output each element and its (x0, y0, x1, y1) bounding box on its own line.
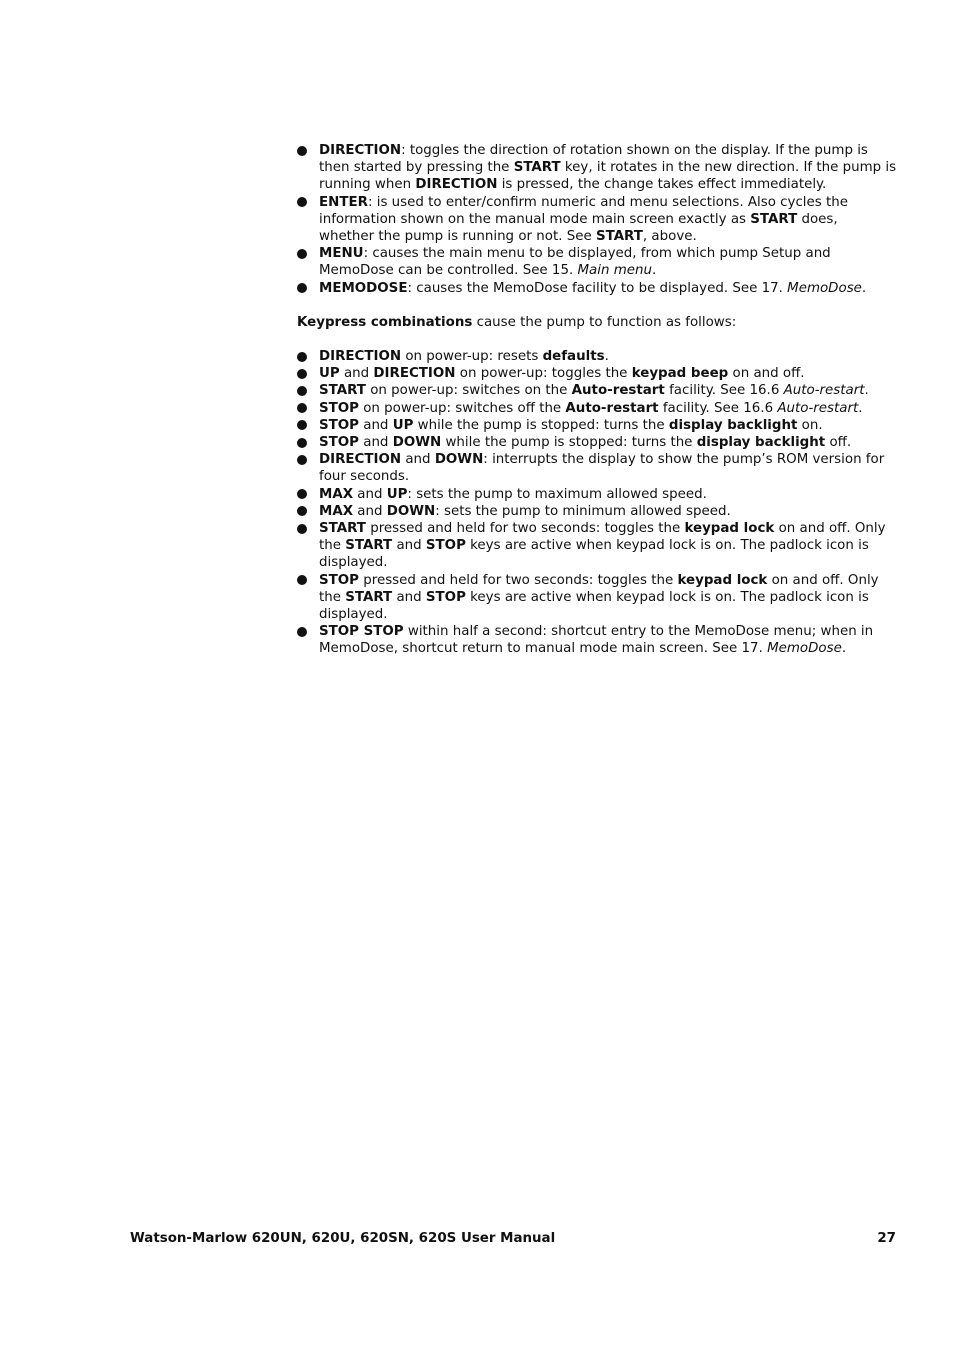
list-item (297, 365, 897, 382)
list-item (297, 451, 897, 485)
text-run: . (861, 280, 867, 296)
key-term: ENTER (319, 194, 368, 210)
bullet-icon (297, 146, 307, 156)
bullet-icon (297, 524, 307, 534)
key-term: keypad lock (677, 572, 768, 588)
list-item (297, 417, 897, 434)
key-term: DOWN (434, 452, 484, 468)
key-term: STOP STOP (319, 624, 404, 640)
text-run: cause the pump to function as follows: (472, 314, 737, 330)
cross-reference: Main menu (577, 263, 652, 279)
page-body (297, 142, 897, 658)
list-item (297, 245, 897, 279)
text-run: does, whether the pump is running or not. See (319, 211, 838, 245)
key-term: STOP (319, 572, 359, 588)
text-run: and (353, 486, 387, 502)
text-run: , above. (642, 229, 697, 245)
bullet-icon (297, 455, 307, 465)
text-run: : causes the main menu to be displayed, from which pump Setup and MemoDose can be controlled. See 15. (319, 246, 831, 279)
text-run: : interrupts the display to show the pump’s ROM version for four seconds. (319, 452, 885, 485)
key-term: DIRECTION (319, 143, 402, 158)
key-term: START (345, 538, 393, 554)
key-term: STOP (319, 435, 359, 451)
text-run: and (339, 366, 374, 382)
list-item (297, 382, 897, 399)
list-item (297, 623, 897, 657)
text-run: and (401, 452, 435, 468)
key-term: UP (386, 486, 408, 502)
text-run: on power-up: switches off the (358, 400, 566, 416)
key-term: MENU (319, 246, 364, 262)
key-term: keypad beep (631, 366, 729, 382)
text-run: keys are active when keypad lock is on. The padlock icon is displayed. (319, 589, 869, 623)
text-run: . (864, 383, 869, 399)
list-item (297, 142, 897, 194)
page-footer (130, 1230, 896, 1247)
page-number: 27 (877, 1231, 896, 1246)
key-term: START (345, 589, 393, 605)
key-term: Keypress combinations (297, 314, 473, 330)
key-term: STOP (425, 589, 466, 605)
text-run: : sets the pump to minimum allowed speed. (435, 503, 731, 519)
key-term: START (319, 521, 366, 537)
key-term: DOWN (386, 503, 436, 519)
text-run: . (604, 349, 609, 365)
bullet-icon (297, 575, 307, 585)
text-run: and (392, 538, 426, 554)
list-item (297, 520, 897, 572)
list-item (297, 486, 897, 503)
key-term: STOP (425, 538, 466, 554)
key-term: display backlight (696, 435, 826, 451)
bullet-icon (297, 249, 307, 259)
text-run: . (841, 641, 847, 657)
bullet-icon (297, 506, 307, 516)
key-term: keypad lock (684, 521, 775, 537)
bullet-icon (297, 369, 307, 379)
text-run: on. (797, 417, 823, 433)
key-term: Auto-restart (565, 400, 659, 416)
cross-reference: Auto-restart (777, 400, 859, 416)
key-term: DIRECTION (373, 366, 456, 382)
text-run: : is used to enter/confirm numeric and menu selections. Also cycles the information shown on the manual mode main screen exactly as (319, 194, 848, 227)
text-run: on and off. (728, 366, 805, 382)
bullet-icon (297, 283, 307, 293)
bullet-icon (297, 352, 307, 362)
list-item (297, 194, 897, 246)
bullet-icon (297, 403, 307, 413)
list-item (297, 572, 897, 624)
list-item (297, 503, 897, 520)
bullet-icon (297, 489, 307, 499)
list-item (297, 400, 897, 417)
key-term: MEMODOSE (319, 280, 408, 296)
key-term: DIRECTION (415, 177, 498, 193)
key-term: UP (319, 366, 340, 382)
key-term: START (513, 160, 561, 176)
text-run: is pressed, the change takes effect immediately. (497, 177, 827, 193)
text-run: on power-up: resets (401, 349, 543, 365)
text-run: key, it rotates in the new direction. If the pump is running when (319, 160, 897, 193)
key-term: display backlight (668, 417, 798, 433)
combinations-intro (297, 314, 897, 331)
text-run: facility. See 16.6 (664, 383, 784, 399)
text-run: . (858, 400, 863, 416)
text-run: while the pump is stopped: turns the (413, 417, 669, 433)
key-term: DIRECTION (319, 349, 402, 365)
text-run: facility. See 16.6 (658, 400, 778, 416)
list-item (297, 280, 897, 297)
bullet-icon (297, 420, 307, 430)
bullet-icon (297, 386, 307, 396)
text-run: off. (825, 435, 852, 451)
text-run: on power-up: switches on the (365, 383, 572, 399)
key-term: DIRECTION (319, 452, 402, 468)
key-functions-list (297, 142, 897, 297)
text-run: : causes the MemoDose facility to be displayed. See 17. (407, 280, 788, 296)
key-term: UP (392, 417, 414, 433)
list-item (297, 348, 897, 365)
key-term: START (750, 211, 798, 227)
text-run: pressed and held for two seconds: toggles the (365, 521, 685, 537)
text-run: and (358, 435, 393, 451)
text-run: : toggles the direction of rotation shown on the display. If the pump is then started by pressing the (319, 143, 868, 176)
text-run: while the pump is stopped: turns the (441, 435, 697, 451)
key-term: DOWN (392, 435, 442, 451)
text-run: and (358, 417, 393, 433)
text-run: within half a second: shortcut entry to the MemoDose menu; when in MemoDose, shortcut return to manual mode main screen. See 17. (319, 624, 874, 657)
key-term: STOP (319, 400, 359, 416)
text-run: on and off. Only the (319, 572, 879, 605)
bullet-icon (297, 627, 307, 637)
footer-title: Watson-Marlow 620UN, 620U, 620SN, 620S User Manual (130, 1231, 556, 1246)
key-term: defaults (542, 349, 605, 365)
cross-reference: MemoDose (767, 641, 842, 657)
text-run: on power-up: toggles the (455, 366, 632, 382)
text-run: . (651, 263, 657, 279)
text-run: : sets the pump to maximum allowed speed. (407, 486, 707, 502)
text-run: and (353, 503, 387, 519)
key-term: MAX (319, 486, 354, 502)
key-term: START (595, 229, 643, 245)
list-item (297, 434, 897, 451)
text-run: keys are active when keypad lock is on. The padlock icon is displayed. (319, 538, 869, 571)
bullet-icon (297, 197, 307, 207)
key-combinations-list (297, 348, 897, 658)
text-run: on and off. Only the (319, 521, 886, 554)
bullet-icon (297, 438, 307, 448)
key-term: Auto-restart (571, 383, 665, 399)
key-term: MAX (319, 503, 354, 519)
cross-reference: Auto-restart (783, 383, 865, 399)
text-run: and (392, 589, 426, 605)
cross-reference: MemoDose (787, 280, 862, 296)
key-term: START (319, 383, 366, 399)
key-term: STOP (319, 417, 359, 433)
text-run: pressed and held for two seconds: toggles the (358, 572, 678, 588)
